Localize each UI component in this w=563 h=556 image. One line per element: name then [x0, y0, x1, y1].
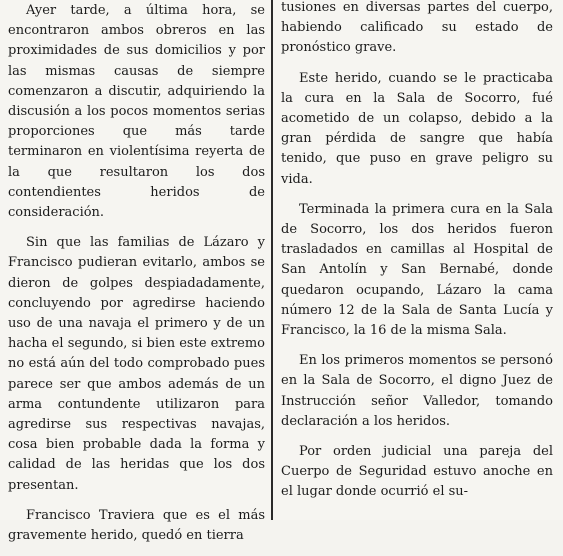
- right-paragraph-3: Terminada la primera cura en la Sala de Socorro, los dos heridos fueron trasladados en camillas al Hospital de San Antolín y San Bernabé, donde quedaron ocupando, Lázaro la cama número 12 de la Sala de Santa Lucía y Francisco, la 16 de la misma Sala.: [281, 201, 553, 339]
- column-divider: [271, 0, 273, 520]
- left-paragraph-3: Francisco Traviera que es el más gravemente herido, quedó en tierra: [8, 507, 265, 544]
- right-paragraph-4: En los primeros momentos se personó en la Sala de Socorro, el digno Juez de Instrucción señor Valledor, tomando declaración a los heridos.: [281, 353, 553, 429]
- right-paragraph-1: tusiones en diversas partes del cuerpo, habiendo calificado su estado de pronóstico grave.: [281, 0, 553, 56]
- right-column: [281, 0, 553, 513]
- right-paragraph-2: Este herido, cuando se le practicaba la cura en la Sala de Socorro, fué acometido de un colapso, debido a la gran pérdida de sangre que había tenido, que puso en grave peligro su vida.: [281, 70, 553, 187]
- left-column: [8, 1, 265, 556]
- right-paragraph-5: Por orden judicial una pareja del Cuerpo de Seguridad estuvo anoche en el lugar donde ocurrió el su-: [281, 444, 553, 500]
- left-paragraph-1: Ayer tarde, a última hora, se encontraron ambos obreros en las proximidades de sus domicilios y por las mismas causas de siempre comenzaron a discutir, adquiriendo la discusión a los pocos momentos serias proporciones que más tarde terminaron en violentísima reyerta de la que resultaron los dos contendientes heridos de consideración.: [8, 3, 265, 221]
- left-paragraph-2: Sin que las familias de Lázaro y Francisco pudieran evitarlo, ambos se dieron de golpes despiadadamente, concluyendo por agredirse haciendo uso de una navaja el primero y de un hacha el segundo, si bien este extremo no está aún del todo comprobado pues parece ser que ambos además de un arma contundente utilizaron para agredirse sus respectivas navajas, cosa bien probable dada la forma y calidad de las heridas que los dos presentan.: [8, 235, 265, 493]
